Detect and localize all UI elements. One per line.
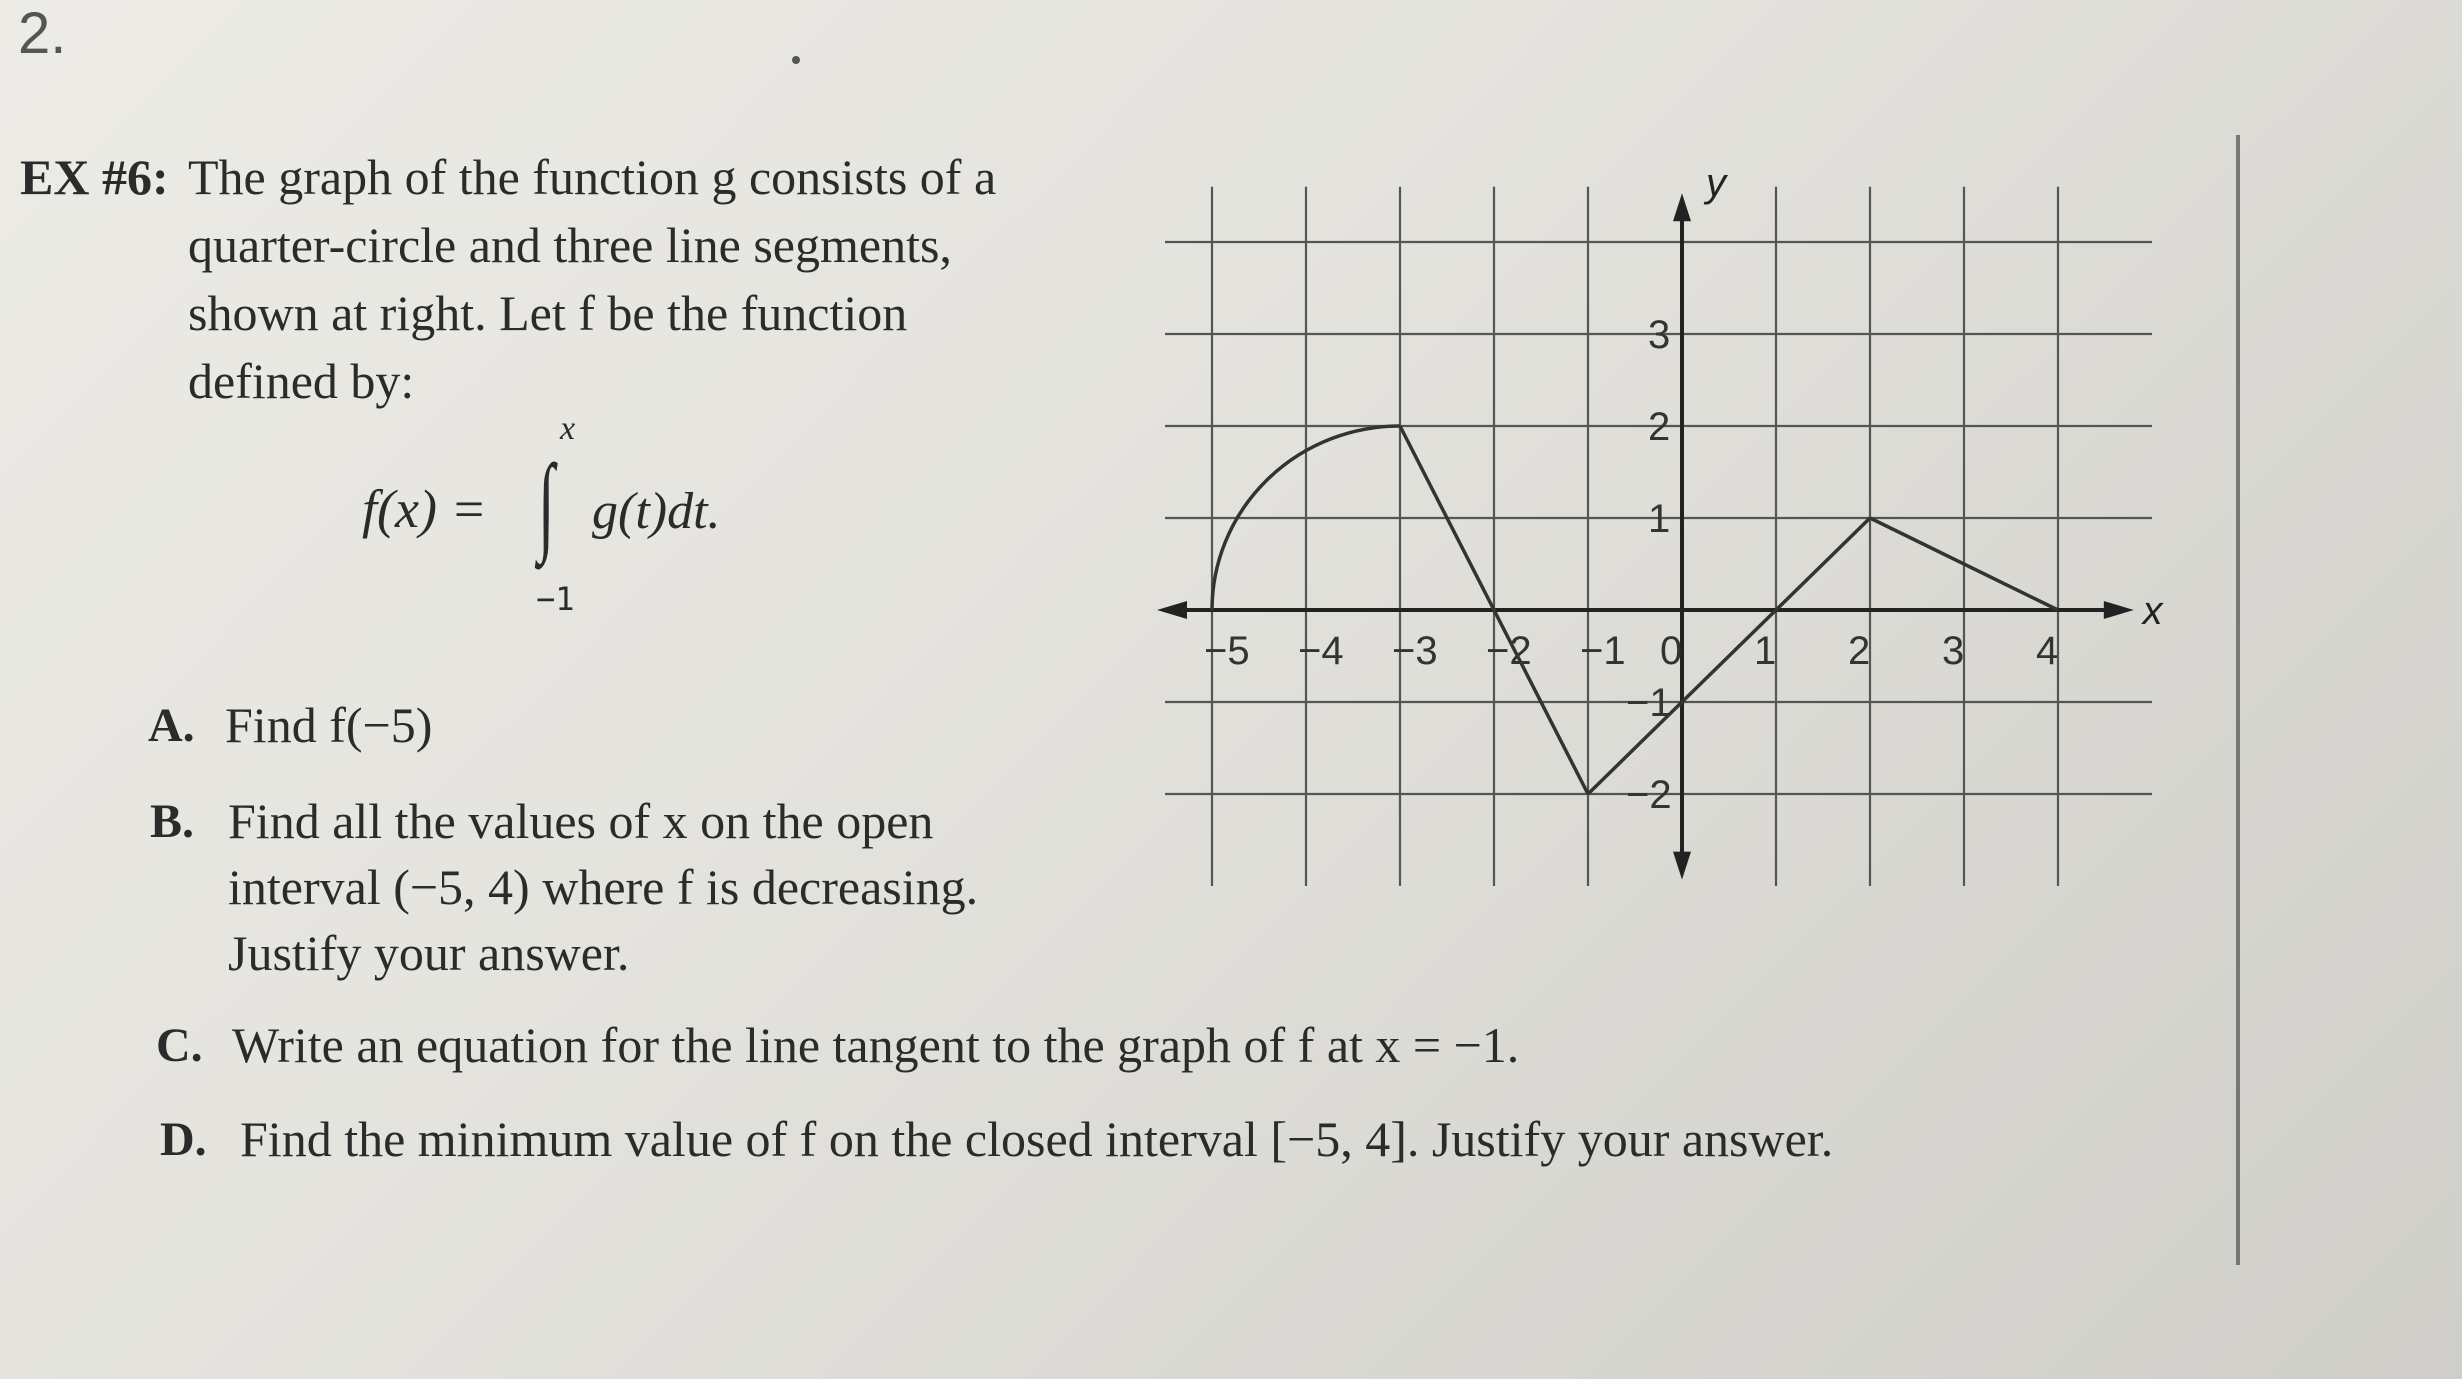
intro-line-2: quarter-circle and three line segments,: [188, 217, 952, 273]
integral-upper-limit: x: [560, 410, 576, 447]
question-a-letter: A.: [148, 699, 195, 752]
y-axis-arrow-up: [1673, 193, 1691, 221]
y-tick-label: 3: [1648, 313, 1671, 357]
x-tick-label: −2: [1486, 629, 1532, 673]
x-tick-label: 1: [1754, 629, 1777, 673]
integrand: g(t)dt.: [592, 483, 721, 540]
x-tick-label: 2: [1848, 629, 1871, 673]
x-tick-label: 0: [1660, 629, 1683, 673]
intro-line-3: shown at right. Let f be the function: [188, 285, 908, 341]
question-d-text: Find the minimum value of f on the closed interval [−5, 4]. Justify your answer.: [240, 1111, 1834, 1167]
formula-lhs: f(x) =: [362, 479, 487, 539]
integral-lower-limit: −1: [536, 580, 575, 618]
y-tick-label: −1: [1626, 681, 1672, 725]
intro-line-1: The graph of the function g consists of a: [188, 149, 997, 205]
x-tick-label: −4: [1298, 629, 1344, 673]
example-label: EX #6:: [20, 149, 169, 205]
graph-tick-labels: [1204, 313, 2058, 817]
y-tick-label: 1: [1648, 497, 1671, 541]
question-d-letter: D.: [160, 1113, 207, 1166]
intro-line-4: defined by:: [188, 353, 415, 409]
question-a-text: Find f(−5): [225, 697, 433, 753]
x-tick-label: 4: [2036, 629, 2059, 673]
question-b-letter: B.: [150, 795, 195, 848]
x-axis-label: x: [2142, 589, 2163, 633]
x-tick-label: −3: [1392, 629, 1438, 673]
x-axis-arrow-right: [2104, 601, 2134, 619]
x-tick-label: −5: [1204, 629, 1250, 673]
question-b-line-3: Justify your answer.: [228, 925, 630, 981]
problem-number: 2.: [18, 1, 67, 66]
x-axis-arrow-left: [1157, 601, 1187, 619]
y-tick-label: −2: [1626, 773, 1672, 817]
question-b-line-2: interval (−5, 4) where f is decreasing.: [228, 859, 979, 915]
question-c-text: Write an equation for the line tangent to the graph of f at x = −1.: [232, 1017, 1520, 1073]
x-tick-label: 3: [1942, 629, 1965, 673]
line-segment-piece: [1588, 518, 1870, 794]
question-b-line-1: Find all the values of x on the open: [228, 793, 934, 849]
question-c-letter: C.: [156, 1019, 203, 1072]
y-axis-arrow-down: [1673, 852, 1691, 880]
integral-sign: ∫: [538, 442, 555, 564]
y-axis-label: y: [1706, 161, 1726, 205]
x-tick-label: −1: [1580, 629, 1626, 673]
y-tick-label: 2: [1648, 405, 1671, 449]
